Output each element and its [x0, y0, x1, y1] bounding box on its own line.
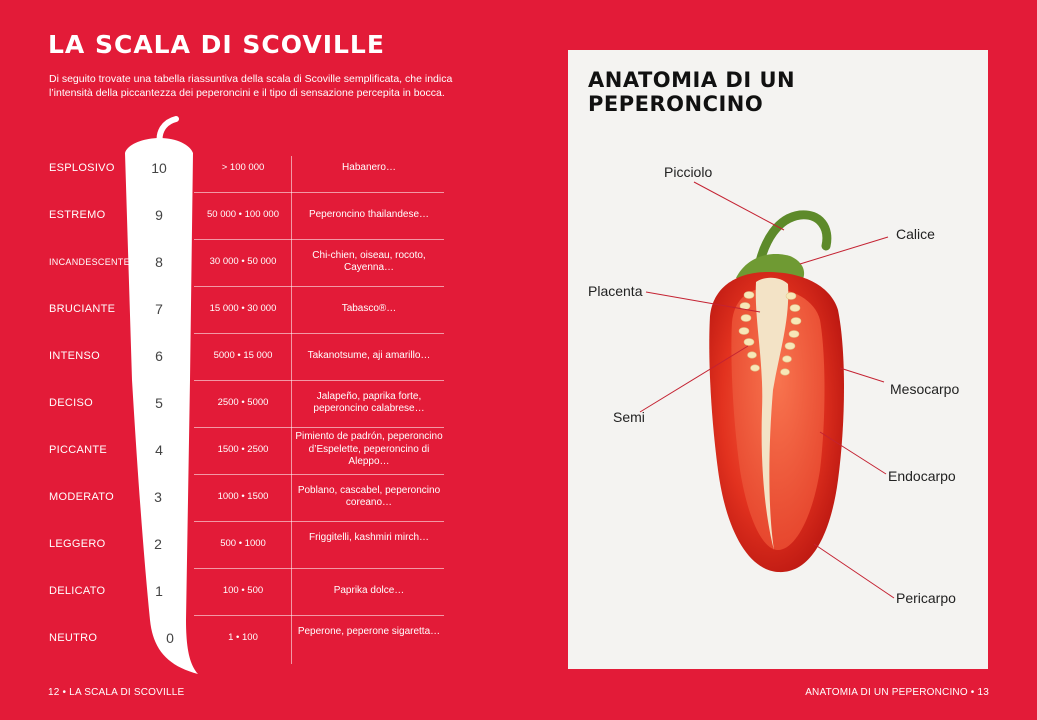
leader-pericarpo [814, 544, 894, 598]
row-divider [194, 521, 444, 522]
right-page-title: ANATOMIA DI UN PEPERONCINO [588, 68, 796, 116]
row-scoville-range: 1 • 100 [228, 632, 258, 643]
label-semi: Semi [613, 409, 645, 425]
row-example-peppers: Habanero… [342, 161, 396, 173]
row-scale-number: 1 [155, 583, 163, 599]
row-level-label: INTENSO [49, 350, 100, 362]
anatomy-photo-card [568, 50, 988, 669]
row-divider [194, 427, 444, 428]
row-scale-number: 7 [155, 301, 163, 317]
left-page-title: LA SCALA DI SCOVILLE [48, 30, 385, 59]
row-divider [194, 380, 444, 381]
row-scoville-range: 500 • 1000 [220, 538, 266, 549]
row-divider [194, 568, 444, 569]
row-divider [194, 192, 444, 193]
row-scale-number: 2 [154, 536, 162, 552]
row-example-peppers: Poblano, cascabel, peperoncino coreano… [297, 484, 441, 508]
leader-mesocarpo [840, 368, 884, 382]
row-scoville-range: 50 000 • 100 000 [206, 209, 279, 220]
row-scoville-range: 5000 • 15 000 [213, 350, 273, 361]
row-level-label: DELICATO [49, 585, 106, 597]
row-example-peppers: Chi-chien, oiseau, rocoto, Cayenna… [312, 249, 426, 273]
row-level-label: INCANDESCENTE [49, 257, 130, 267]
intro-paragraph: Di seguito trovate una tabella riassuntiva della scala di Scoville semplificata, che indica l’intensità della piccantezza dei peperoncini e il tipo di sensazione percepita in bocca. [49, 73, 453, 99]
label-placenta: Placenta [588, 283, 643, 299]
row-divider [194, 239, 444, 240]
row-example-peppers: Pimiento de padrón, peperoncino d’Espelette, peperoncino di Aleppo… [295, 431, 443, 468]
row-divider [194, 286, 444, 287]
row-level-label: DECISO [49, 397, 93, 409]
right-page-folio: ANATOMIA DI UN PEPERONCINO • 13 [805, 687, 989, 698]
row-scoville-range: 1000 • 1500 [217, 491, 269, 502]
row-scoville-range: 2500 • 5000 [217, 397, 269, 408]
row-example-peppers: Takanotsume, aji amarillo… [307, 349, 431, 361]
row-example-peppers: Peperone, peperone sigaretta… [297, 625, 441, 637]
row-scale-number: 9 [155, 207, 163, 223]
row-scoville-range: 100 • 500 [222, 585, 264, 596]
row-level-label: BRUCIANTE [49, 303, 116, 315]
row-level-label: ESPLOSIVO [49, 162, 115, 174]
row-scoville-range: 30 000 • 50 000 [209, 256, 277, 267]
left-page-folio: 12 • LA SCALA DI SCOVILLE [48, 687, 185, 698]
leader-picciolo [694, 182, 784, 230]
row-scoville-range: > 100 000 [221, 162, 265, 173]
pepper-cross-section-illustration [568, 50, 988, 669]
row-scale-number: 8 [155, 254, 163, 270]
row-example-peppers: Friggitelli, kashmiri mirch… [308, 531, 429, 543]
row-divider [194, 615, 444, 616]
row-level-label: ESTREMO [49, 209, 106, 221]
label-picciolo: Picciolo [664, 164, 713, 180]
row-divider [194, 333, 444, 334]
row-divider [194, 474, 444, 475]
label-pericarpo: Pericarpo [896, 590, 956, 606]
table-column-divider [291, 156, 292, 664]
row-example-peppers: Tabasco®… [341, 302, 397, 314]
row-example-peppers: Paprika dolce… [333, 584, 405, 596]
row-scoville-range: 1500 • 2500 [217, 444, 269, 455]
leader-calice [800, 237, 888, 264]
row-scale-number: 0 [166, 630, 174, 646]
row-level-label: PICCANTE [49, 444, 108, 456]
row-example-peppers: Peperoncino thailandese… [308, 208, 430, 220]
row-level-label: LEGGERO [49, 538, 106, 550]
row-scale-number: 10 [151, 160, 167, 176]
label-calice: Calice [896, 226, 935, 242]
row-scale-number: 5 [155, 395, 163, 411]
row-scale-number: 6 [155, 348, 163, 364]
row-level-label: MODERATO [49, 491, 114, 503]
row-level-label: NEUTRO [49, 632, 98, 644]
label-mesocarpo: Mesocarpo [890, 381, 960, 397]
row-scoville-range: 15 000 • 30 000 [209, 303, 277, 314]
row-scale-number: 3 [154, 489, 162, 505]
row-scale-number: 4 [155, 442, 163, 458]
label-endocarpo: Endocarpo [888, 468, 956, 484]
row-example-peppers: Jalapeño, paprika forte, peperoncino calabrese… [313, 390, 425, 414]
